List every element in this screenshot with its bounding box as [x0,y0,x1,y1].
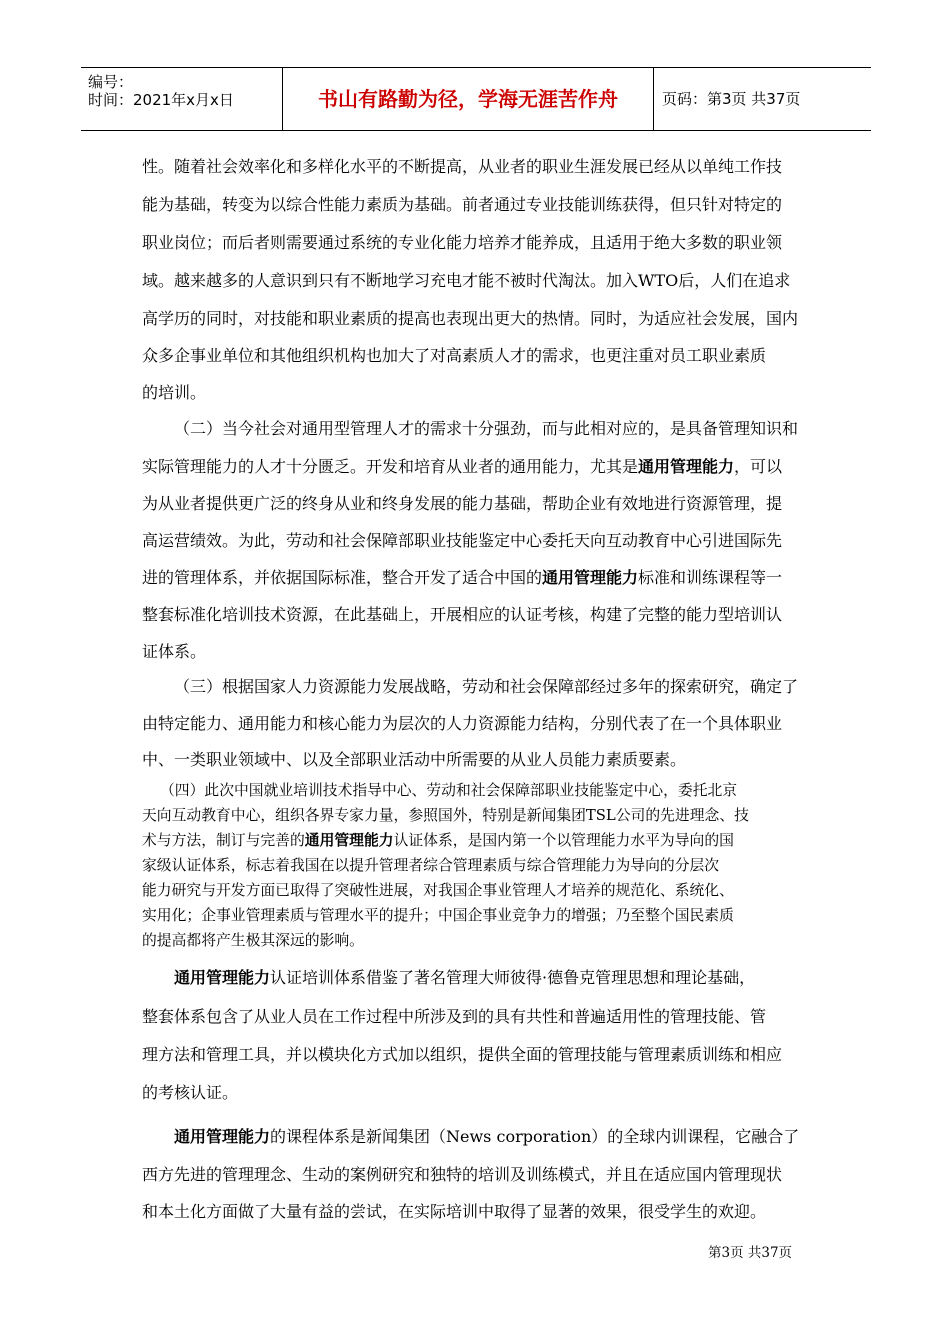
body-line: 的培训。 [142,383,207,402]
body-line: 整套标准化培训技术资源，在此基础上，开展相应的认证考核，构建了完整的能力型培训认 [142,605,783,624]
header-page-cell [654,68,871,130]
document-date: 时间：2021年x月x日 [88,91,234,109]
header-meta-cell [81,68,283,130]
page-header [81,67,871,131]
highlight-term: 通用管理能力 [542,568,639,587]
highlight-term: 通用管理能力 [638,457,735,476]
body-line: 高学历的同时，对技能和职业素质的提高也表现出更大的热情。同时，为适应社会发展，国内 [142,309,799,328]
body-line: （三）根据国家人力资源能力发展战略，劳动和社会保障部经过多年的探索研究，确定了 [174,677,799,696]
body-line: 由特定能力、通用能力和核心能力为层次的人力资源能力结构，分别代表了在一个具体职业 [142,714,783,733]
body-line: 理方法和管理工具，并以模块化方式加以组织，提供全面的管理技能与管理素质训练和相应 [142,1045,783,1064]
body-line: 实用化；企事业管理素质与管理水平的提升；中国企事业竞争力的增强；乃至整个国民素质 [142,907,734,924]
body-line: 为从业者提供更广泛的终身从业和终身发展的能力基础，帮助企业有效地进行资源管理，提 [142,494,783,513]
body-line: 术与方法，制订与完善的通用管理能力认证体系，是国内第一个以管理能力水平为导向的国 [142,832,734,849]
header-motto: 书山有路勤为径，学海无涯苦作舟 [318,87,618,111]
body-line: 西方先进的管理理念、生动的案例研究和独特的培训及训练模式，并且在适应国内管理现状 [142,1165,783,1184]
body-line: 众多企事业单位和其他组织机构也加大了对高素质人才的需求，也更注重对员工职业素质 [142,346,767,365]
header-page-code: 页码：第3页 共37页 [662,90,801,108]
body-line: 域。越来越多的人意识到只有不断地学习充电才能不被时代淘汰。加入WTO后，人们在追求 [142,271,791,290]
body-line: 整套体系包含了从业人员在工作过程中所涉及到的具有共性和普遍适用性的管理技能、管 [142,1007,767,1026]
header-motto-cell [283,68,654,130]
body-line: 通用管理能力的课程体系是新闻集团（News corporation）的全球内训课程，它融合了 [174,1127,800,1146]
highlight-term: 通用管理能力 [174,1127,271,1146]
body-line: 中、一类职业领域中、以及全部职业活动中所需要的从业人员能力素质要素。 [142,750,687,769]
body-line: 的考核认证。 [142,1083,239,1102]
document-number-label: 编号： [88,73,134,91]
body-line: 能为基础，转变为以综合性能力素质为基础。前者通过专业技能训练获得，但只针对特定的 [142,195,783,214]
body-line: 进的管理体系，并依据国际标准，整合开发了适合中国的通用管理能力标准和训练课程等一 [142,568,783,587]
footer-page-number: 第3页 共37页 [708,1245,793,1261]
body-line: （二）当今社会对通用型管理人才的需求十分强劲，而与此相对应的，是具备管理知识和 [174,419,799,438]
body-line: 通用管理能力认证培训体系借鉴了著名管理大师彼得·德鲁克管理思想和理论基础， [174,968,756,987]
body-line: 的提高都将产生极其深远的影响。 [142,932,364,949]
body-line: 天向互动教育中心，组织各界专家力量，参照国外，特别是新闻集团TSL公司的先进理念、技 [142,807,749,824]
highlight-term: 通用管理能力 [174,968,271,987]
body-line: 家级认证体系，标志着我国在以提升管理者综合管理素质与综合管理能力为导向的分层次 [142,857,720,874]
highlight-term: 通用管理能力 [304,832,394,849]
body-line: 高运营绩效。为此，劳动和社会保障部职业技能鉴定中心委托天向互动教育中心引进国际先 [142,531,783,550]
body-line: 和本土化方面做了大量有益的尝试，在实际培训中取得了显著的效果，很受学生的欢迎。 [142,1202,767,1221]
body-line: （四）此次中国就业培训技术指导中心、劳动和社会保障部职业技能鉴定中心，委托北京 [160,782,738,799]
body-line: 证体系。 [142,642,207,661]
body-line: 实际管理能力的人才十分匮乏。开发和培育从业者的通用能力，尤其是通用管理能力，可以 [142,457,783,476]
body-line: 能力研究与开发方面已取得了突破性进展，对我国企事业管理人才培养的规范化、系统化、 [142,882,734,899]
body-line: 职业岗位；而后者则需要通过系统的专业化能力培养才能养成，且适用于绝大多数的职业领 [142,233,783,252]
body-line: 性。随着社会效率化和多样化水平的不断提高，从业者的职业生涯发展已经从以单纯工作技 [142,157,783,176]
